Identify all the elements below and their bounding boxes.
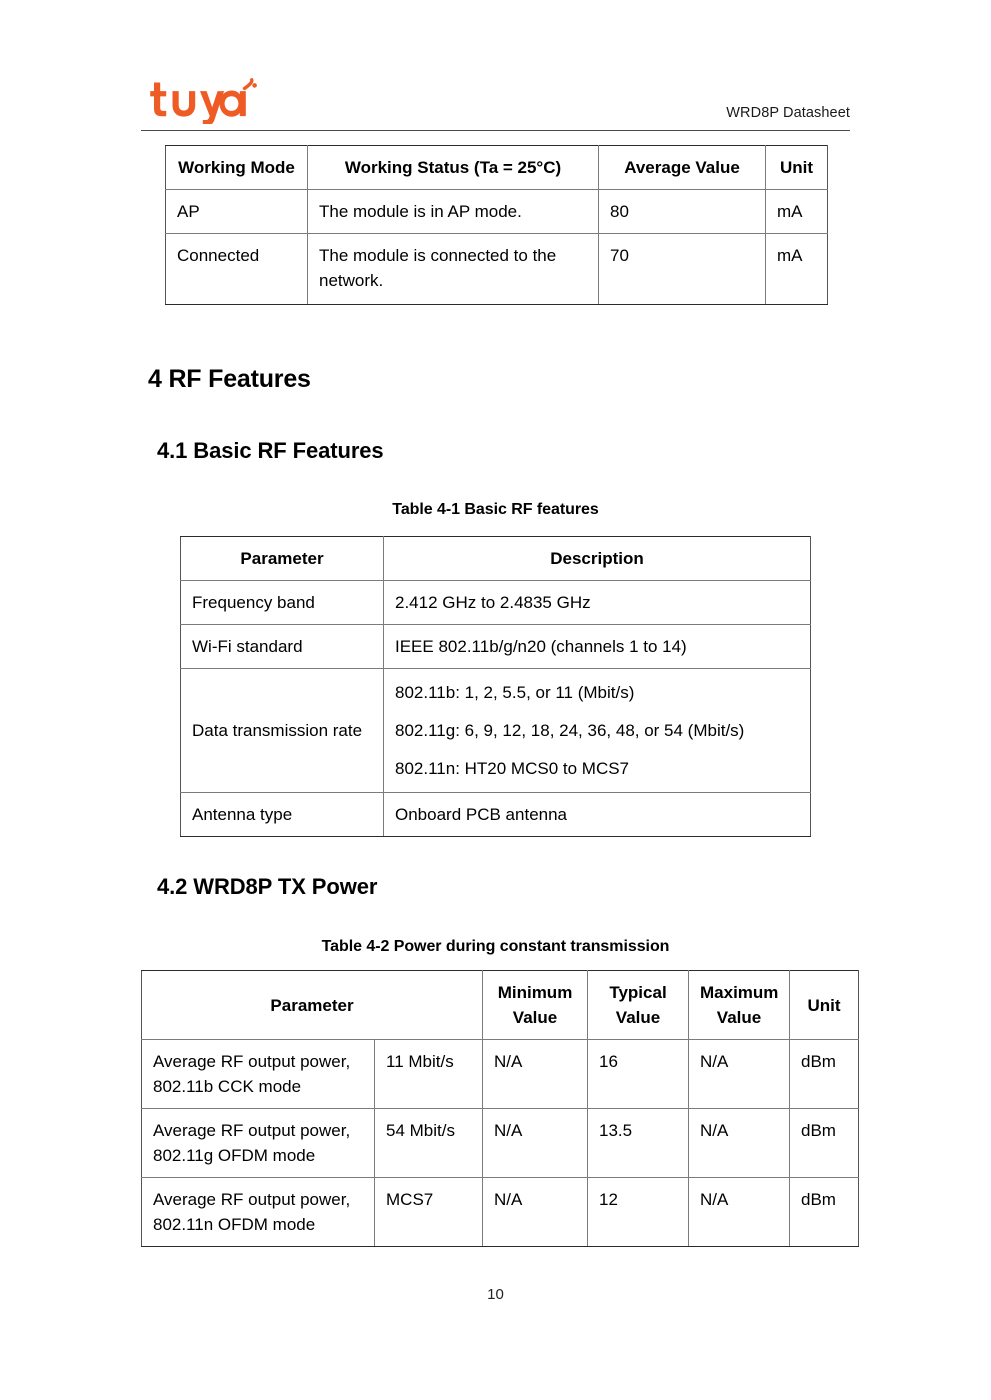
column-header-minimum-value: [483, 971, 588, 1040]
cell-minimum: N/A: [483, 1109, 588, 1178]
parameter-line1: Average RF output power,: [153, 1190, 351, 1209]
header-document-title: WRD8P Datasheet: [726, 105, 850, 121]
cell-typical: 12: [588, 1178, 689, 1247]
parameter-line2: 802.11b CCK mode: [153, 1077, 302, 1096]
cell-parameter: [142, 1109, 375, 1178]
typical-label-line2: Value: [615, 1008, 661, 1027]
table-row: [181, 581, 811, 625]
maximum-label-line2: Value: [716, 1008, 762, 1027]
column-header-parameter: Parameter: [181, 537, 384, 581]
cell-working-status: The module is in AP mode.: [308, 190, 599, 234]
cell-minimum: N/A: [483, 1178, 588, 1247]
basic-rf-features-table-wrapper: [180, 536, 810, 837]
typical-label-line1: Typical: [609, 983, 667, 1002]
table-row: [142, 1040, 859, 1109]
column-header-working-mode: Working Mode: [166, 146, 308, 190]
table-row: [142, 1109, 859, 1178]
cell-unit: mA: [766, 190, 828, 234]
cell-description: IEEE 802.11b/g/n20 (channels 1 to 14): [384, 625, 811, 669]
power-consumption-table-wrapper: [165, 145, 827, 305]
cell-parameter: Wi-Fi standard: [181, 625, 384, 669]
page-header: [141, 74, 850, 132]
table-row: [181, 625, 811, 669]
cell-maximum: N/A: [689, 1178, 790, 1247]
table-row: [142, 1178, 859, 1247]
cell-working-mode: Connected: [166, 234, 308, 305]
page-number: 10: [487, 1286, 504, 1303]
cell-parameter: [142, 1178, 375, 1247]
cell-parameter: Frequency band: [181, 581, 384, 625]
column-header-unit: Unit: [766, 146, 828, 190]
cell-maximum: N/A: [689, 1040, 790, 1109]
cell-parameter: Data transmission rate: [181, 669, 384, 793]
cell-average-value: 70: [599, 234, 766, 305]
tuya-logo: [147, 78, 259, 124]
rate-line-80211g: 802.11g: 6, 9, 12, 18, 24, 36, 48, or 54 (Mbit/s): [395, 721, 745, 740]
column-header-description: Description: [384, 537, 811, 581]
column-header-working-status: Working Status (Ta = 25°C): [308, 146, 599, 190]
maximum-label-line1: Maximum: [700, 983, 779, 1002]
rate-line-80211n: 802.11n: HT20 MCS0 to MCS7: [395, 759, 630, 778]
basic-rf-features-table: [180, 536, 811, 837]
cell-unit: mA: [766, 234, 828, 305]
cell-description: 2.412 GHz to 2.4835 GHz: [384, 581, 811, 625]
table-caption-4-2: Table 4-2 Power during constant transmission: [321, 938, 670, 955]
cell-working-status: The module is connected to the network.: [308, 234, 599, 305]
cell-maximum: N/A: [689, 1109, 790, 1178]
cell-rate: 54 Mbit/s: [375, 1109, 483, 1178]
minimum-label-line2: Value: [512, 1008, 558, 1027]
cell-description: Onboard PCB antenna: [384, 793, 811, 837]
section-heading-rf-features: 4 RF Features: [148, 365, 311, 393]
cell-description: [384, 669, 811, 793]
section-heading-basic-rf-features: 4.1 Basic RF Features: [157, 438, 384, 463]
parameter-line2: 802.11n OFDM mode: [153, 1215, 316, 1234]
column-header-maximum-value: [689, 971, 790, 1040]
cell-rate: MCS7: [375, 1178, 483, 1247]
table-row: [166, 234, 828, 305]
parameter-line2: 802.11g OFDM mode: [153, 1146, 316, 1165]
section-heading-tx-power: 4.2 WRD8P TX Power: [157, 874, 378, 899]
parameter-line1: Average RF output power,: [153, 1121, 351, 1140]
table-header-row: [181, 537, 811, 581]
parameter-line1: Average RF output power,: [153, 1052, 351, 1071]
table-caption-4-1: Table 4-1 Basic RF features: [392, 501, 599, 518]
minimum-label-line1: Minimum: [497, 983, 573, 1002]
column-header-average-value: Average Value: [599, 146, 766, 190]
cell-working-mode: AP: [166, 190, 308, 234]
tx-power-table-wrapper: [141, 970, 858, 1247]
cell-unit: dBm: [790, 1040, 859, 1109]
table-row: [181, 793, 811, 837]
power-consumption-table: [165, 145, 828, 305]
cell-parameter: [142, 1040, 375, 1109]
cell-unit: dBm: [790, 1109, 859, 1178]
column-header-unit: Unit: [790, 971, 859, 1040]
cell-parameter: Antenna type: [181, 793, 384, 837]
column-header-parameter: Parameter: [142, 971, 483, 1040]
cell-typical: 16: [588, 1040, 689, 1109]
column-header-typical-value: [588, 971, 689, 1040]
table-header-row: [142, 971, 859, 1040]
cell-typical: 13.5: [588, 1109, 689, 1178]
rate-line-80211b: 802.11b: 1, 2, 5.5, or 11 (Mbit/s): [395, 683, 635, 702]
cell-average-value: 80: [599, 190, 766, 234]
tx-power-table: [141, 970, 859, 1247]
header-divider: [141, 130, 850, 131]
cell-minimum: N/A: [483, 1040, 588, 1109]
table-row: [166, 190, 828, 234]
cell-unit: dBm: [790, 1178, 859, 1247]
cell-rate: 11 Mbit/s: [375, 1040, 483, 1109]
table-header-row: [166, 146, 828, 190]
table-row: [181, 669, 811, 793]
